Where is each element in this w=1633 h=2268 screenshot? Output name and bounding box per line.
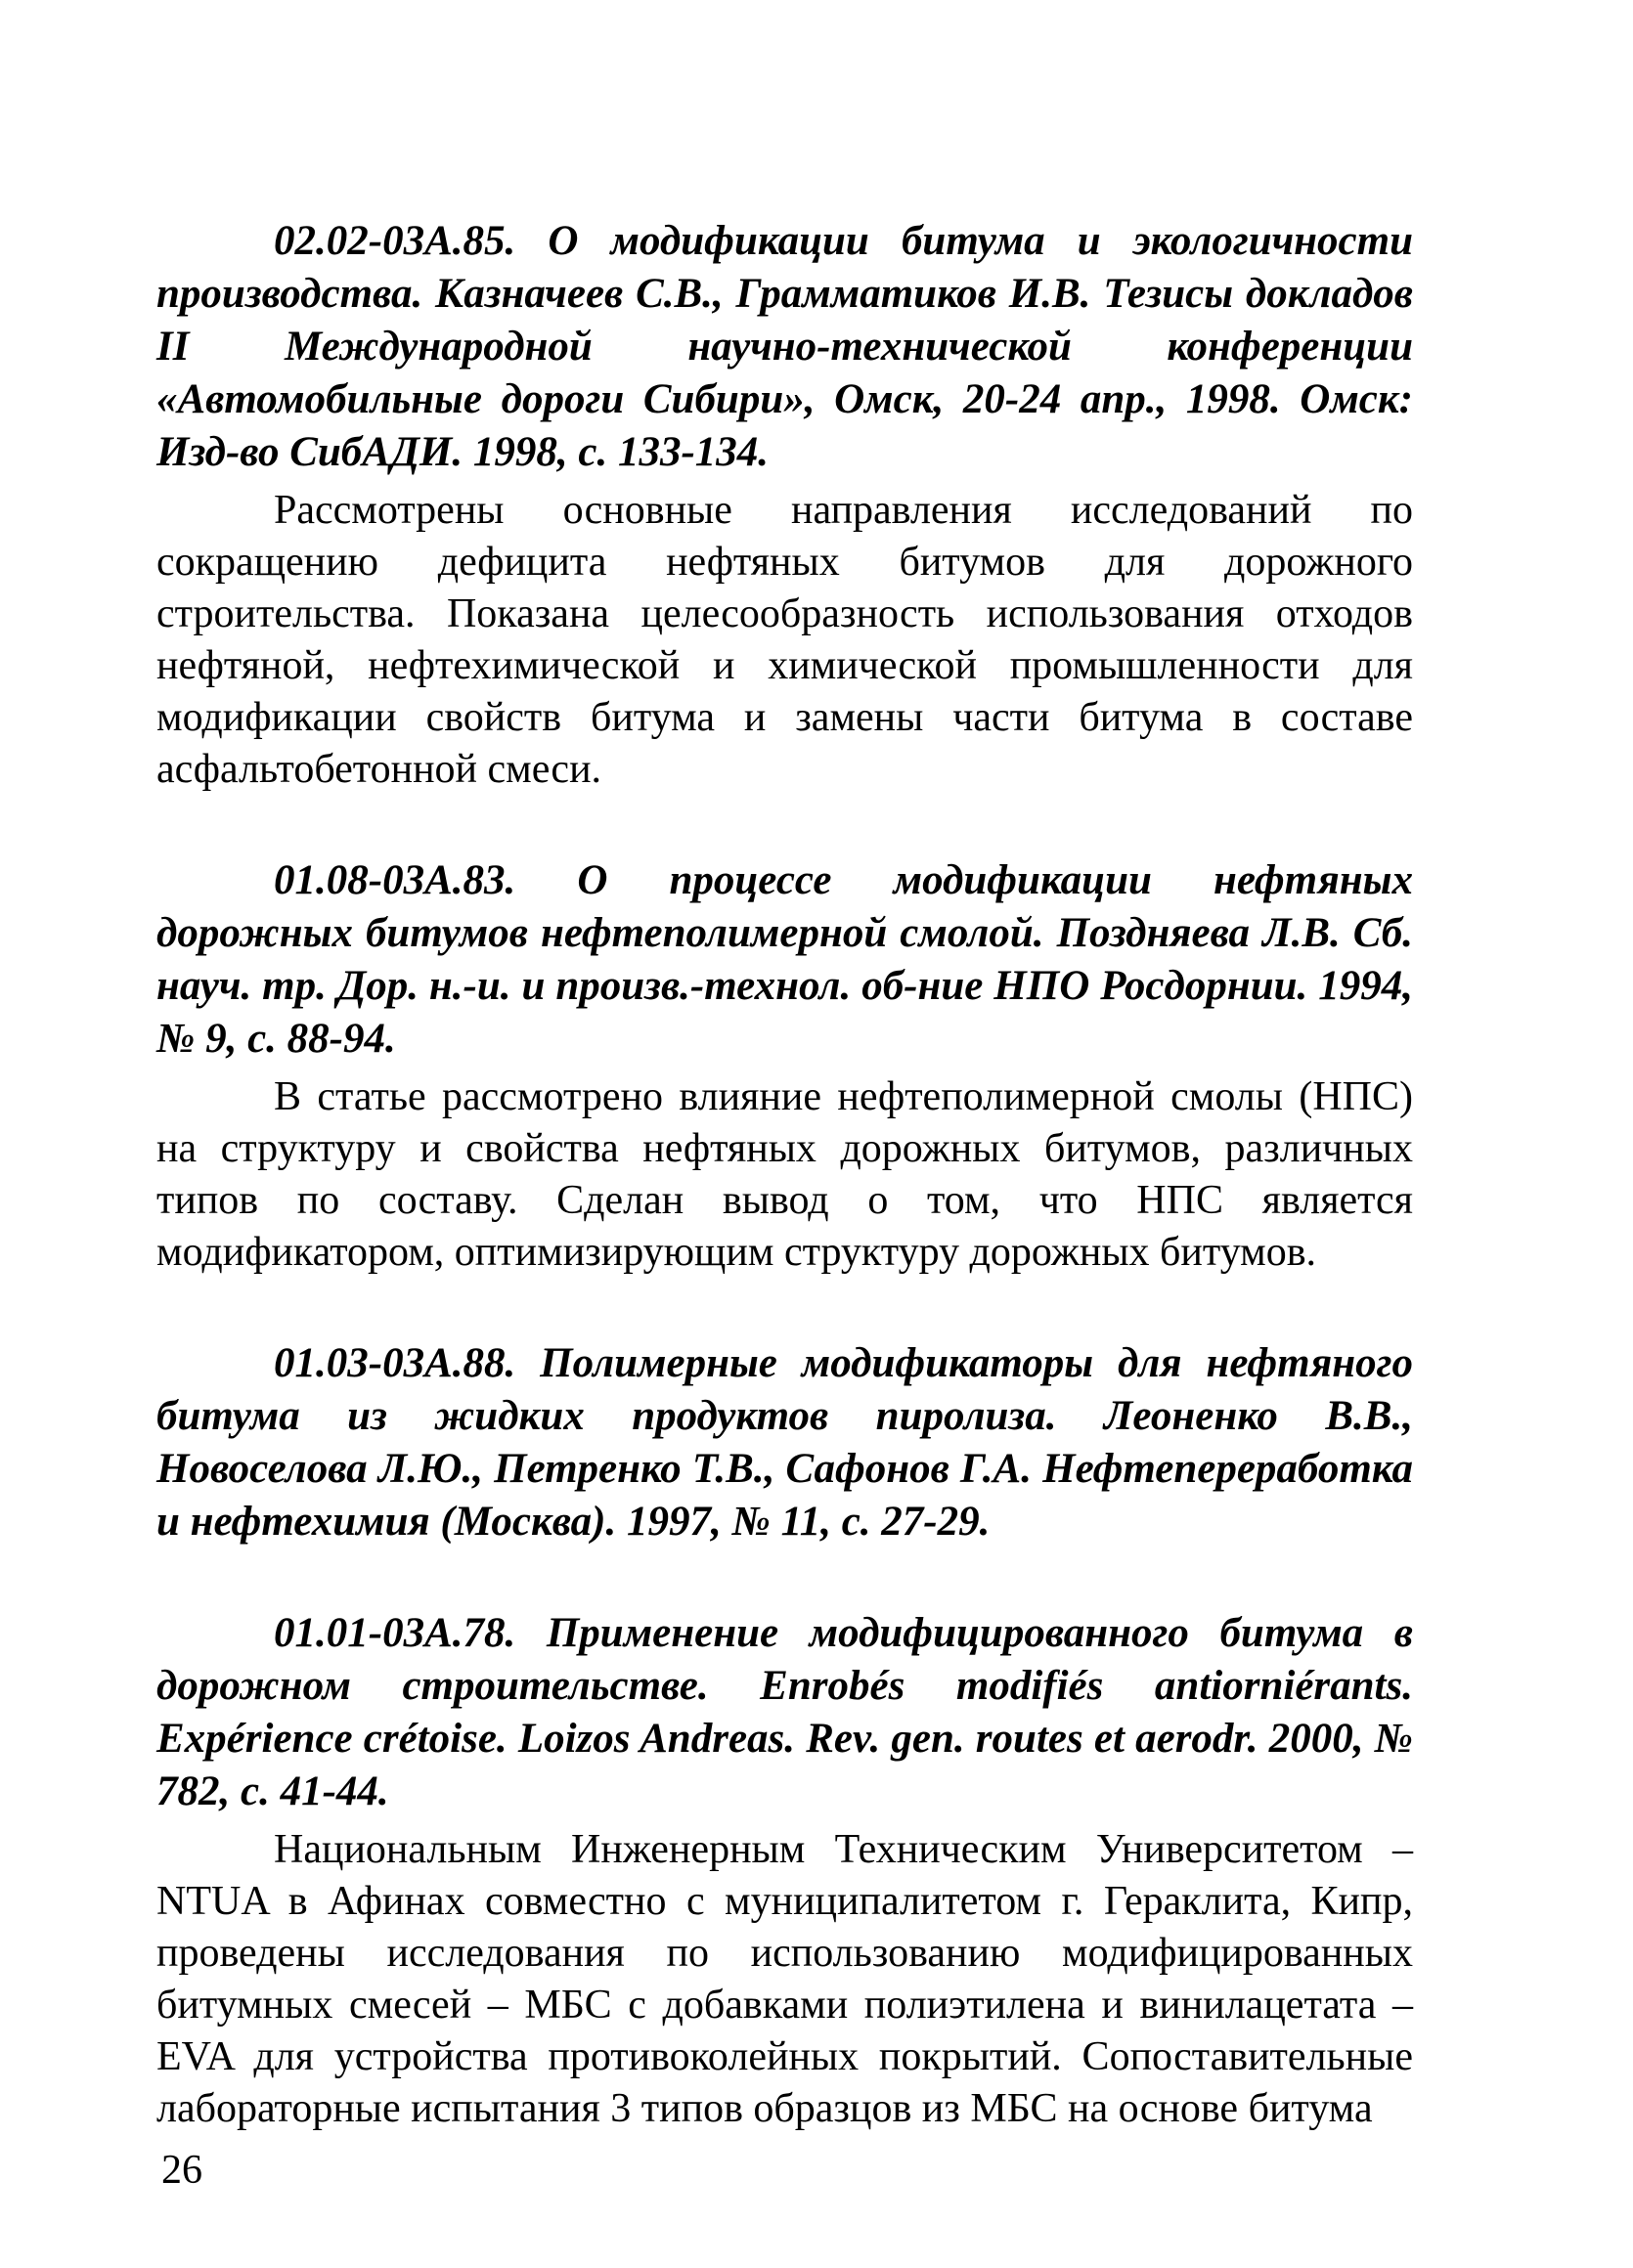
entry-abstract: Рассмотрены основные направления исследований по сокращению дефицита нефтяных битумов для дорожного строительства. Показана целесообразность использования отходов нефтяной, нефтехимической и химической промышленности для модификации свойств битума и замены части битума в составе асфальтобетонной смеси. bbox=[156, 488, 1413, 792]
entry-heading: 01.01-03А.78. Применение модифицированного битума в дорожном строительстве. Enrobés modifiés antiorniérants. Expérience crétoise. Loizos Andreas. Rev. gen. routes et aerodr. 2000, № 782, с. 41-44. bbox=[156, 1610, 1413, 1814]
entry-abstract: Национальным Инженерным Техническим Университетом – NTUA в Афинах совместно с муниципалитетом г. Гераклита, Кипр, проведены исследования по использованию модифицированных битумных смесей – МБС с добавками полиэтилена и винилацетата – EVA для устройства противоколейных покрытий. Сопоставительные лабораторные испытания 3 типов образцов из МБС на основе битума bbox=[156, 1827, 1413, 2131]
bibliographic-entry bbox=[156, 1337, 1413, 1548]
page-number: 26 bbox=[161, 2148, 202, 2193]
entry-heading: 01.03-03А.88. Полимерные модификаторы для нефтяного битума из жидких продуктов пиролиза. Леоненко В.В., Новоселова Л.Ю., Петренко Т.В., Сафонов Г.А. Нефтепереработка и нефтехимия (Москва). 1997, № 11, с. 27-29. bbox=[156, 1340, 1413, 1545]
entry-heading: 02.02-03А.85. О модификации битума и экологичности производства. Казначеев С.В., Грамматиков И.В. Тезисы докладов II Международной научно-технической конференции «Автомобильные дороги Сибири», Омск, 20-24 апр., 1998. Омск: Изд-во СибАДИ. 1998, с. 133-134. bbox=[156, 218, 1413, 475]
document-page bbox=[156, 215, 1413, 2135]
entry-abstract: В статье рассмотрено влияние нефтеполимерной смолы (НПС) на структуру и свойства нефтяных дорожных битумов, различных типов по составу. Сделан вывод о том, что НПС является модификатором, оптимизирующим структуру дорожных битумов. bbox=[156, 1074, 1413, 1275]
entry-heading: 01.08-03А.83. О процессе модификации нефтяных дорожных битумов нефтеполимерной смолой. Поздняева Л.В. Сб. науч. тр. Дор. н.-и. и произв.-технол. об-ние НПО Росдорнии. 1994, № 9, с. 88-94. bbox=[156, 857, 1413, 1062]
bibliographic-entry bbox=[156, 854, 1413, 1279]
bibliographic-entry bbox=[156, 215, 1413, 796]
bibliographic-entry bbox=[156, 1607, 1413, 2135]
